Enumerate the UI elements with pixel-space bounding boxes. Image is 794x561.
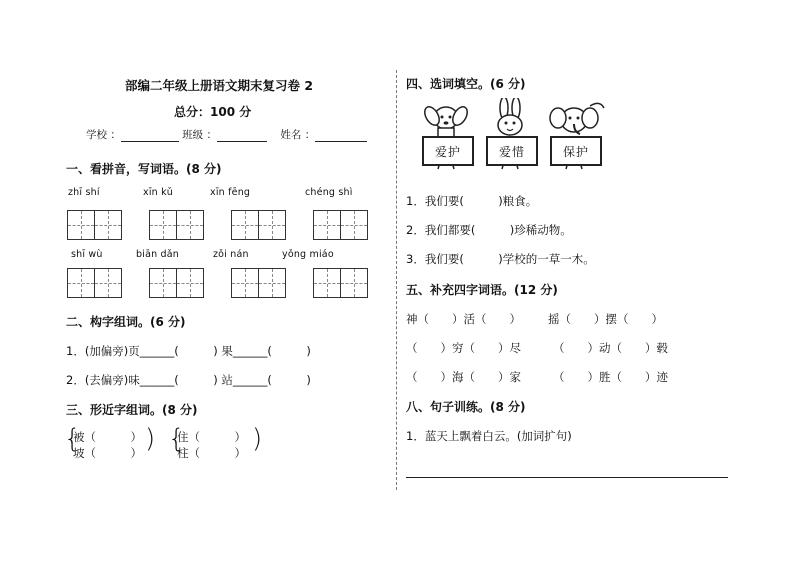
idiom-3: （ ）穷（ ）尽: [406, 341, 521, 355]
writing-grid[interactable]: [67, 268, 123, 298]
sec8-item-1: 1．蓝天上飘着白云。(加词扩句): [406, 429, 572, 443]
idiom-4: （ ）动（ ）毂: [553, 341, 668, 355]
idiom-1: 神（ ）活（ ）: [406, 312, 521, 326]
right-brace: ): [145, 424, 156, 454]
writing-grid[interactable]: [67, 210, 123, 240]
school-field[interactable]: [121, 129, 179, 142]
writing-grid[interactable]: [231, 268, 287, 298]
idiom-5: （ ）海（ ）家: [406, 370, 521, 384]
sec2-line-1: 1．(加偏旁)页______( ) 果______( ): [66, 344, 311, 358]
info-line: [86, 127, 367, 142]
pinyin-1: zhī shí: [68, 187, 100, 198]
page-title: 部编二年级上册语文期末复习卷 2: [125, 78, 314, 93]
pinyin-8: yǒng miáo: [282, 249, 334, 260]
right-brace: ): [252, 424, 263, 454]
section-1-title: 一、看拼音，写词语。(8 分): [66, 162, 222, 176]
sec4-item-1: 1．我们要( )粮食。: [406, 194, 538, 208]
pinyin-2: xīn kǔ: [143, 187, 174, 198]
rabbit-illustration: [484, 98, 536, 170]
name-label: 姓名 ：: [280, 129, 316, 141]
sign-1: 爱护: [422, 136, 474, 166]
left-brace: {: [64, 424, 81, 454]
answer-line[interactable]: [406, 477, 728, 478]
sign-3: 保护: [550, 136, 602, 166]
pinyin-6: biān dǎn: [136, 249, 180, 260]
name-field[interactable]: [315, 129, 367, 142]
sec3-a2: 坡（ ）: [73, 446, 142, 460]
writing-grid[interactable]: [313, 210, 369, 240]
elephant-illustration: [548, 98, 600, 170]
sec3-a1: 被（ ）: [73, 430, 142, 444]
pinyin-5: shī wù: [71, 249, 103, 260]
idiom-6: （ ）胜（ ）迹: [553, 370, 668, 384]
total-score: 总分：100 分: [174, 105, 252, 119]
pinyin-3: xīn fēng: [210, 187, 251, 198]
section-4-title: 四、选词填空。(6 分): [406, 77, 526, 91]
section-8-title: 八、句子训练。(8 分): [406, 400, 526, 414]
sign-2: 爱惜: [486, 136, 538, 166]
section-5-title: 五、补充四字词语。(12 分): [406, 283, 558, 297]
sec4-item-2: 2．我们都要( )珍稀动物。: [406, 223, 572, 237]
idiom-2: 摇（ ）摆（ ）: [548, 312, 663, 326]
class-field[interactable]: [217, 129, 267, 142]
writing-grid[interactable]: [149, 210, 205, 240]
sec4-item-3: 3．我们要( )学校的一草一木。: [406, 252, 595, 266]
writing-grid[interactable]: [149, 268, 205, 298]
class-label: 班级 ：: [182, 129, 218, 141]
writing-grid[interactable]: [231, 210, 287, 240]
sec2-line-2: 2．(去偏旁)味______( ) 站______( ): [66, 373, 311, 387]
section-2-title: 二、构字组词。(6 分): [66, 315, 186, 329]
section-3-title: 三、形近字组词。(8 分): [66, 403, 198, 417]
sec3-b1: 住（ ）: [177, 430, 246, 444]
writing-grid[interactable]: [313, 268, 369, 298]
left-brace: {: [168, 424, 185, 454]
pinyin-7: zǒi nán: [213, 249, 249, 260]
dog-illustration: [420, 98, 472, 170]
sec3-b2: 柱（ ）: [177, 446, 246, 460]
column-divider: [396, 70, 397, 490]
school-label: 学校 ：: [86, 129, 121, 141]
pinyin-4: chéng shì: [305, 187, 353, 198]
